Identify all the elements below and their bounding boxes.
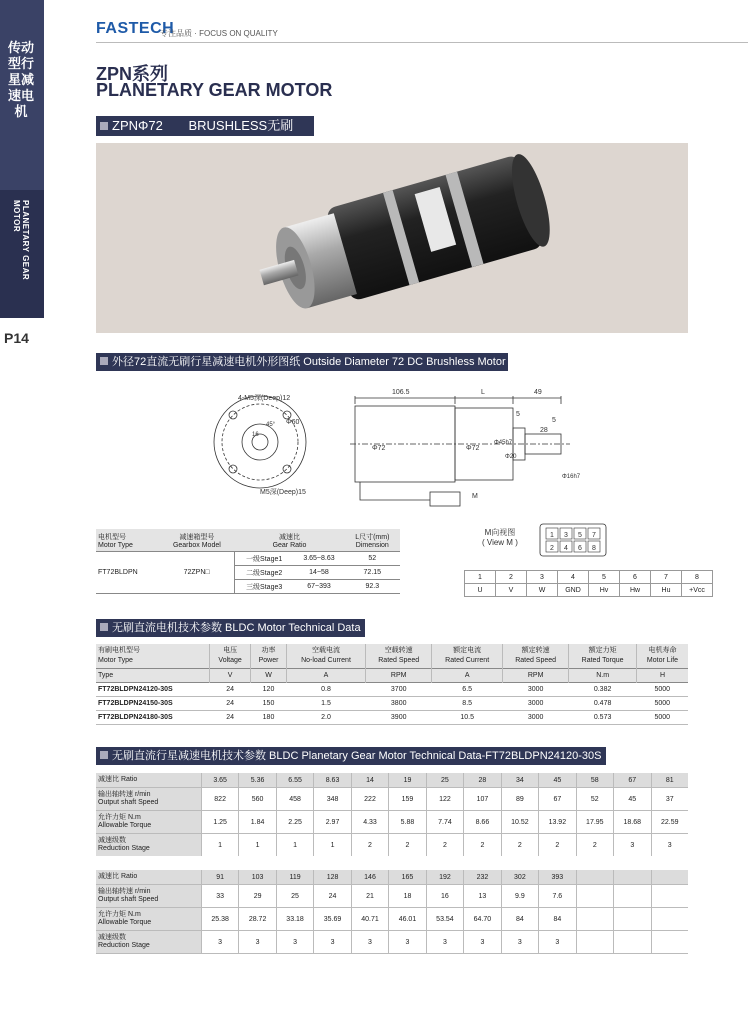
- bldc-cell: 3000: [503, 711, 569, 725]
- label-phi72b: Φ72: [466, 445, 480, 452]
- gear-label-en: Allowable Torque: [98, 822, 152, 829]
- gear-cell: [576, 931, 613, 954]
- bldc-header-cn: 有刷电机型号: [98, 647, 140, 654]
- sidebar-en-title: PLANETARY GEAR MOTOR: [12, 200, 30, 281]
- gear-cell: 34: [501, 773, 538, 788]
- gear-cell: 84: [539, 908, 576, 931]
- dim-stage: 一级Stage1: [234, 552, 293, 566]
- gear-cell: 3: [501, 931, 538, 954]
- gear-cell: 2: [389, 834, 426, 864]
- bldc-unit-cell: RPM: [503, 669, 569, 683]
- bldc-header-cell: [432, 644, 503, 669]
- gear-label-cn: 允许力矩 N.m: [98, 814, 141, 821]
- pin-number: 6: [620, 571, 651, 584]
- label-49: 49: [534, 389, 542, 396]
- view-m-caption: [482, 527, 518, 547]
- bullet-square-icon: [100, 122, 108, 130]
- bullet-square-icon: [100, 623, 108, 631]
- bldc-table: [96, 644, 688, 725]
- bldc-row: [96, 683, 688, 697]
- gear-cell: 232: [464, 863, 501, 885]
- dim-motor: FT72BLDPN: [98, 569, 138, 576]
- bldc-cell: 0.478: [569, 697, 637, 711]
- gear-cell: 6.55: [276, 773, 313, 788]
- gear-cell: 1: [314, 834, 351, 864]
- gear-cell: 3: [426, 931, 463, 954]
- gear-cell: 560: [239, 788, 276, 811]
- gear-cell: 18: [389, 885, 426, 908]
- gear-cell: 3.65: [201, 773, 238, 788]
- gear-cell: 29: [239, 885, 276, 908]
- label-holes: 4-M5深(Deep)12: [238, 395, 291, 402]
- bldc-header-row: [96, 644, 688, 669]
- gear-label-cn: 减速级数: [98, 837, 126, 844]
- series-title-cn: ZPN系列: [96, 64, 168, 84]
- gear-cell: 5.36: [239, 773, 276, 788]
- bldc-header-cn: 空载转速: [384, 647, 413, 654]
- pin-number: 7: [651, 571, 682, 584]
- gear-cell: 107: [464, 788, 501, 811]
- gear-cell: 3: [539, 931, 576, 954]
- dim-ratio: 3.65~8.63: [303, 555, 335, 562]
- bldc-header-cn: 额定电流: [453, 647, 482, 654]
- bldc-header-en: Rated Speed: [515, 657, 557, 664]
- gear-cell: 1: [201, 834, 238, 864]
- bldc-header-cn: 额定力矩: [588, 647, 617, 654]
- gear-row-stage: [96, 931, 688, 954]
- bldc-cell: 180: [251, 711, 287, 725]
- gear-row-label: [96, 931, 201, 954]
- brand-slogan: 专注品质 · FOCUS ON QUALITY: [160, 29, 278, 38]
- pin-number: 4: [558, 571, 589, 584]
- bldc-cell: 24: [210, 697, 251, 711]
- gear-cell: 2: [501, 834, 538, 864]
- gear-row-label: [96, 908, 201, 931]
- gear-row-ratio: [96, 863, 688, 885]
- bldc-header-cell: [569, 644, 637, 669]
- bldc-cell: 6.5: [432, 683, 503, 697]
- gear-cell: 84: [501, 908, 538, 931]
- label-phi16: Φ16h7: [562, 474, 581, 480]
- bldc-cell: 24: [210, 711, 251, 725]
- bldc-cell: 5000: [636, 697, 688, 711]
- pin-signal: Hu: [651, 584, 682, 597]
- bldc-header-en: Rated Current: [445, 657, 490, 664]
- gear-cell: 2.25: [276, 811, 313, 834]
- bldc-cell: 8.5: [432, 697, 503, 711]
- gear-cell: 3: [351, 931, 388, 954]
- gear-cell: 2: [426, 834, 463, 864]
- gear-label-cn: 减速级数: [98, 934, 126, 941]
- gear-cell: [576, 885, 613, 908]
- gear-cell: 5.88: [389, 811, 426, 834]
- bldc-cell: 0.382: [569, 683, 637, 697]
- gear-label-cn: 允许力矩 N.m: [98, 911, 141, 918]
- gear-cell: 3: [201, 931, 238, 954]
- gear-cell: 8.63: [314, 773, 351, 788]
- gear-cell: 3: [464, 931, 501, 954]
- gear-cell: 2: [576, 834, 613, 864]
- gear-cell: 10.52: [501, 811, 538, 834]
- bldc-header-cell: [366, 644, 432, 669]
- gear-label-cn: 减速比 Ratio: [98, 776, 138, 783]
- bldc-header-cn: 额定转速: [521, 647, 550, 654]
- bldc-cell: 120: [251, 683, 287, 697]
- outline-drawing: [200, 382, 700, 512]
- gear-cell: 4.33: [351, 811, 388, 834]
- label-16: 16: [252, 432, 259, 438]
- pin-signal: U: [465, 584, 496, 597]
- bldc-unit-cell: A: [286, 669, 365, 683]
- gear-cell: 3: [276, 931, 313, 954]
- bldc-cell: 1.5: [286, 697, 365, 711]
- label-106: 106.5: [392, 389, 410, 396]
- bldc-header-en: No-load Current: [301, 657, 351, 664]
- bldc-header-en: Motor Type: [98, 657, 133, 664]
- bldc-unit-row: [96, 669, 688, 683]
- dim-stage: 三级Stage3: [234, 580, 293, 594]
- gear-cell: 52: [576, 788, 613, 811]
- connector-pin: 4: [564, 545, 568, 552]
- gear-cell: 37: [651, 788, 688, 811]
- connector-pin: 5: [578, 532, 582, 539]
- gear-cell: 58: [576, 773, 613, 788]
- motor-type: BRUSHLESS无刷: [188, 118, 294, 133]
- gear-cell: 3: [389, 931, 426, 954]
- model-name: ZPNΦ72: [112, 118, 163, 133]
- gear-cell: 81: [651, 773, 688, 788]
- bldc-cell: 5000: [636, 683, 688, 697]
- label-phi72a: Φ72: [372, 445, 386, 452]
- dimension-table: [96, 529, 400, 594]
- gear-section-bar: [96, 747, 606, 765]
- bldc-section-title: 无刷直流电机技术参数 BLDC Motor Technical Data: [112, 622, 361, 634]
- gear-cell: 33: [201, 885, 238, 908]
- dim-gearbox: 72ZPN□: [183, 569, 210, 576]
- pin-signal: W: [527, 584, 558, 597]
- gear-label-en: Output shaft Speed: [98, 799, 159, 806]
- bldc-header-cn: 电机寿命: [648, 647, 677, 654]
- label-phi20: Φ20: [505, 454, 517, 460]
- bldc-header-cell: [251, 644, 287, 669]
- connector-view: [538, 520, 610, 560]
- gear-row-speed: [96, 788, 688, 811]
- label-5a: 5: [516, 411, 520, 418]
- gear-cell: 13: [464, 885, 501, 908]
- sidebar-cn-title: 传动型行星减速电机: [8, 40, 35, 119]
- gear-cell: 1.25: [201, 811, 238, 834]
- gear-row-label: [96, 773, 201, 788]
- bldc-header-cell: [636, 644, 688, 669]
- gear-cell: 13.92: [539, 811, 576, 834]
- pin-number: 2: [496, 571, 527, 584]
- gear-cell: 3: [239, 931, 276, 954]
- bldc-header-cell: [96, 644, 210, 669]
- gear-cell: 348: [314, 788, 351, 811]
- gear-cell: 25.38: [201, 908, 238, 931]
- gear-cell: 222: [351, 788, 388, 811]
- bldc-cell: 150: [251, 697, 287, 711]
- bldc-header-en: Power: [258, 657, 279, 664]
- gear-row-label: [96, 788, 201, 811]
- gear-label-en: Reduction Stage: [98, 845, 150, 852]
- gear-cell: 35.69: [314, 908, 351, 931]
- bldc-cell: 3700: [366, 683, 432, 697]
- gear-row-ratio: [96, 773, 688, 788]
- gear-cell: 7.74: [426, 811, 463, 834]
- pin-number: 5: [589, 571, 620, 584]
- gear-row-label: [96, 863, 201, 885]
- bldc-section-bar: [96, 619, 365, 637]
- gear-cell: 19: [389, 773, 426, 788]
- label-5b: 5: [552, 417, 556, 424]
- bullet-square-icon: [100, 357, 108, 365]
- page-number: P14: [4, 330, 29, 346]
- gear-cell: [651, 908, 688, 931]
- bldc-header-cn: 功率: [261, 647, 276, 654]
- bldc-row: [96, 711, 688, 725]
- gear-row-stage: [96, 834, 688, 864]
- gear-cell: [614, 885, 651, 908]
- gear-cell: 1: [276, 834, 313, 864]
- gear-cell: 46.01: [389, 908, 426, 931]
- gear-cell: 165: [389, 863, 426, 885]
- gear-row-label: [96, 885, 201, 908]
- bldc-cell: 3800: [366, 697, 432, 711]
- drawing-section-bar: [96, 353, 508, 371]
- pin-table: [464, 570, 713, 597]
- gear-cell: 3: [651, 834, 688, 864]
- gear-cell: 28.72: [239, 908, 276, 931]
- bldc-cell: 24: [210, 683, 251, 697]
- label-L: L: [481, 389, 485, 396]
- model-title-bar: [96, 116, 314, 136]
- dim-value: 52: [368, 555, 377, 562]
- gear-cell: 9.9: [501, 885, 538, 908]
- bldc-unit-cell: V: [210, 669, 251, 683]
- bldc-cell: 5000: [636, 711, 688, 725]
- gear-cell: 18.68: [614, 811, 651, 834]
- gear-label-en: Allowable Torque: [98, 919, 152, 926]
- gear-cell: 3: [614, 834, 651, 864]
- bldc-unit-cell: N.m: [569, 669, 637, 683]
- gear-cell: [651, 931, 688, 954]
- gear-cell: 458: [276, 788, 313, 811]
- bldc-header-en: Rated Speed: [378, 657, 420, 664]
- bldc-cell: FT72BLDPN24120-30S: [96, 683, 210, 697]
- gear-cell: 89: [501, 788, 538, 811]
- label-phi45: Φ45h7: [494, 440, 513, 446]
- bldc-header-cn: 空载电流: [312, 647, 340, 654]
- gear-cell: 2: [539, 834, 576, 864]
- gear-cell: [614, 908, 651, 931]
- gear-label-cn: 输出轴转速 r/min: [98, 888, 151, 895]
- dim-value: 72.15: [363, 569, 382, 576]
- connector-pin: 8: [592, 545, 596, 552]
- bldc-unit-cell: H: [636, 669, 688, 683]
- dim-stage: 二级Stage2: [234, 566, 293, 580]
- gear-cell: [651, 863, 688, 885]
- gear-cell: 25: [426, 773, 463, 788]
- dim-value: 92.3: [365, 583, 380, 590]
- gear-cell: 146: [351, 863, 388, 885]
- gear-cell: 91: [201, 863, 238, 885]
- gear-cell: 302: [501, 863, 538, 885]
- bldc-header-en: Voltage: [218, 657, 242, 664]
- gear-cell: 64.70: [464, 908, 501, 931]
- label-45deg: 45°: [266, 422, 276, 428]
- bldc-header-cell: [210, 644, 251, 669]
- gear-cell: 22.59: [651, 811, 688, 834]
- bldc-cell: 3000: [503, 683, 569, 697]
- dim-header: 电机型号 Motor Type: [98, 533, 133, 549]
- gear-row-label: [96, 834, 201, 864]
- gear-cell: 1.84: [239, 811, 276, 834]
- gear-cell: 17.95: [576, 811, 613, 834]
- bldc-cell: 3900: [366, 711, 432, 725]
- connector-pin: 2: [550, 545, 554, 552]
- bldc-cell: 0.573: [569, 711, 637, 725]
- gear-cell: 7.6: [539, 885, 576, 908]
- connector-pin: 6: [578, 545, 582, 552]
- bldc-row: [96, 697, 688, 711]
- pin-signal: Hw: [620, 584, 651, 597]
- dim-header: 减速箱型号 Gearbox Model: [172, 533, 221, 549]
- label-phi60: Φ60: [286, 419, 300, 426]
- bldc-header-cell: [286, 644, 365, 669]
- dim-ratio: 67~393: [307, 583, 331, 590]
- gear-cell: 67: [539, 788, 576, 811]
- gear-cell: 103: [239, 863, 276, 885]
- drawing-section-title: 外径72直流无刷行星减速电机外形图纸 Outside Diameter 72 DC Brushless Motor: [112, 356, 506, 368]
- gear-cell: [651, 885, 688, 908]
- brand-logo: FASTECH: [96, 20, 175, 37]
- pin-number: 3: [527, 571, 558, 584]
- gear-cell: 822: [201, 788, 238, 811]
- gear-label-cn: 减速比 Ratio: [98, 873, 138, 880]
- pin-signal: Hv: [589, 584, 620, 597]
- gear-cell: 192: [426, 863, 463, 885]
- gear-cell: 28: [464, 773, 501, 788]
- label-M: M: [472, 493, 478, 500]
- bldc-cell: 10.5: [432, 711, 503, 725]
- gear-cell: 122: [426, 788, 463, 811]
- gear-cell: 1: [239, 834, 276, 864]
- dim-ratio: 14~58: [309, 569, 329, 576]
- pin-signal: +Vcc: [682, 584, 713, 597]
- gear-cell: 128: [314, 863, 351, 885]
- gear-cell: 53.54: [426, 908, 463, 931]
- bldc-unit-cell: RPM: [366, 669, 432, 683]
- gear-cell: 40.71: [351, 908, 388, 931]
- bldc-header-en: Rated Torque: [581, 657, 624, 664]
- gear-label-en: Reduction Stage: [98, 942, 150, 949]
- gear-cell: 33.18: [276, 908, 313, 931]
- gear-row-torque: [96, 908, 688, 931]
- bldc-cell: 3000: [503, 697, 569, 711]
- gear-cell: 119: [276, 863, 313, 885]
- gear-label-en: Output shaft Speed: [98, 896, 159, 903]
- gear-cell: 159: [389, 788, 426, 811]
- bldc-unit-cell: W: [251, 669, 287, 683]
- gear-cell: [614, 863, 651, 885]
- label-m5: M5深(Deep)15: [260, 489, 306, 496]
- bldc-cell: 0.8: [286, 683, 365, 697]
- bldc-header-en: Motor Life: [646, 657, 679, 664]
- gear-cell: 14: [351, 773, 388, 788]
- connector-pin: 1: [550, 532, 554, 539]
- pin-number: 8: [682, 571, 713, 584]
- connector-pin: 3: [564, 532, 568, 539]
- gear-cell: 3: [314, 931, 351, 954]
- pin-number: 1: [465, 571, 496, 584]
- pin-signal: V: [496, 584, 527, 597]
- gear-cell: 8.66: [464, 811, 501, 834]
- product-photo: [96, 143, 688, 333]
- gear-cell: 24: [314, 885, 351, 908]
- gear-cell: 2: [351, 834, 388, 864]
- connector-pin: 7: [592, 532, 596, 539]
- gear-cell: 45: [614, 788, 651, 811]
- dim-header: 减速比 Gear Ratio: [272, 533, 307, 549]
- bldc-cell: FT72BLDPN24150-30S: [96, 697, 210, 711]
- gear-cell: 2.97: [314, 811, 351, 834]
- gear-motor-illustration: [96, 143, 688, 333]
- gear-cell: 16: [426, 885, 463, 908]
- gear-section-title: 无刷直流行星减速电机技术参数 BLDC Planetary Gear Motor Technical Data-FT72BLDPN24120-30S: [112, 750, 602, 762]
- label-28: 28: [540, 427, 548, 434]
- view-m-cn: M向视图: [484, 528, 516, 537]
- bldc-cell: 2.0: [286, 711, 365, 725]
- gear-cell: [576, 863, 613, 885]
- series-title-en: PLANETARY GEAR MOTOR: [96, 80, 333, 100]
- header-divider: [96, 42, 748, 43]
- gear-row-torque: [96, 811, 688, 834]
- bldc-unit-cell: A: [432, 669, 503, 683]
- gear-table: [96, 773, 688, 954]
- gear-cell: [576, 908, 613, 931]
- bldc-header-cell: [503, 644, 569, 669]
- gear-row-speed: [96, 885, 688, 908]
- gear-cell: 21: [351, 885, 388, 908]
- gear-row-label: [96, 811, 201, 834]
- gear-cell: 393: [539, 863, 576, 885]
- view-m-en: ( View M ): [482, 538, 518, 547]
- gear-cell: 25: [276, 885, 313, 908]
- bldc-unit-cell: Type: [96, 669, 210, 683]
- gear-cell: 45: [539, 773, 576, 788]
- pin-signal: GND: [558, 584, 589, 597]
- gear-cell: 2: [464, 834, 501, 864]
- dim-header: L尺寸(mm) Dimension: [355, 533, 390, 549]
- gear-cell: [614, 931, 651, 954]
- gear-cell: 67: [614, 773, 651, 788]
- bldc-header-cn: 电压: [223, 647, 238, 654]
- bullet-square-icon: [100, 751, 108, 759]
- bldc-cell: FT72BLDPN24180-30S: [96, 711, 210, 725]
- gear-label-cn: 输出轴转速 r/min: [98, 791, 151, 798]
